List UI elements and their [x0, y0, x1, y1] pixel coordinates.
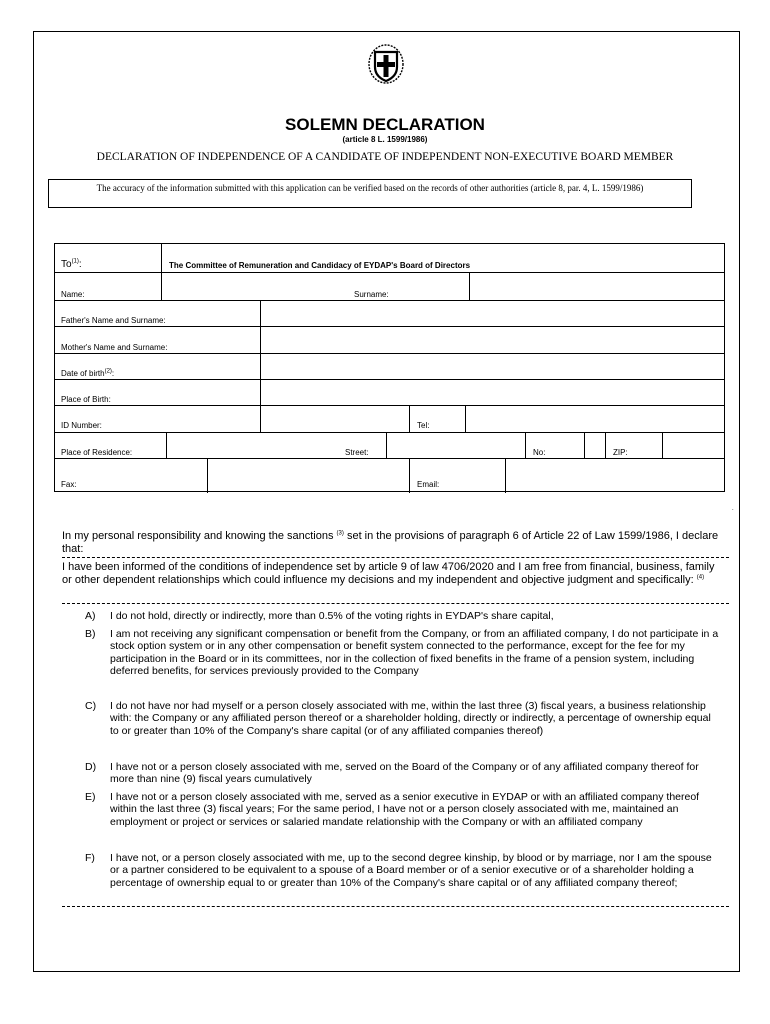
accuracy-note: The accuracy of the information submitted with this application can be verified based on the records of other authorities (article 8, par. 4, L. 1599/1986)	[48, 179, 692, 208]
tel-label: Tel:	[417, 421, 430, 430]
document-title: SOLEMN DECLARATION	[285, 115, 485, 134]
stray-mark: .	[732, 506, 734, 512]
name-label: Name:	[61, 290, 85, 299]
place-of-birth-label: Place of Birth:	[61, 395, 111, 404]
place-of-residence-label: Place of Residence:	[61, 448, 133, 457]
separator-line	[62, 906, 729, 907]
id-number-label: ID Number:	[61, 421, 102, 430]
mothers-name-label: Mother's Name and Surname:	[61, 343, 168, 352]
street-label: Street:	[345, 448, 369, 457]
intro-paragraph: In my personal responsibility and knowing the sanctions $^{(3)}$ set in the provisions of paragraph 6 of Article 22 of Law 1599/1986, I declare that:	[62, 530, 719, 555]
email-label: Email:	[417, 480, 440, 489]
document-subtitle: (article 8 L. 1599/1986)	[342, 135, 428, 144]
zip-label: ZIP:	[613, 448, 628, 457]
fax-label: Fax:	[61, 480, 77, 489]
separator-line	[62, 557, 729, 558]
to-value: The Committee of Remuneration and Candidacy of EYDAP's Board of Directors	[169, 261, 471, 270]
personal-details-form	[54, 243, 725, 492]
fathers-name-label: Father's Name and Surname:	[61, 316, 166, 325]
separator-line	[62, 603, 729, 604]
greek-coat-of-arms-icon	[367, 43, 405, 85]
date-of-birth-label: Date of birth$^{(2)}$:	[61, 368, 115, 378]
independence-paragraph: I have been informed of the conditions of independence set by article 9 of law 4706/2020 and I am free from financial, business, family or other dependent relationships which could influence my decisions and my independent and objective judgment and specifically: $^{(4)}$	[62, 561, 715, 586]
number-label: No:	[533, 448, 546, 457]
to-label: To$^{(1)}$:	[61, 258, 82, 270]
declaration-heading: DECLARATION OF INDEPENDENCE OF A CANDIDATE OF INDEPENDENT NON-EXECUTIVE BOARD MEMBER	[96, 151, 674, 163]
surname-label: Surname:	[354, 290, 389, 299]
page-border	[33, 31, 740, 972]
